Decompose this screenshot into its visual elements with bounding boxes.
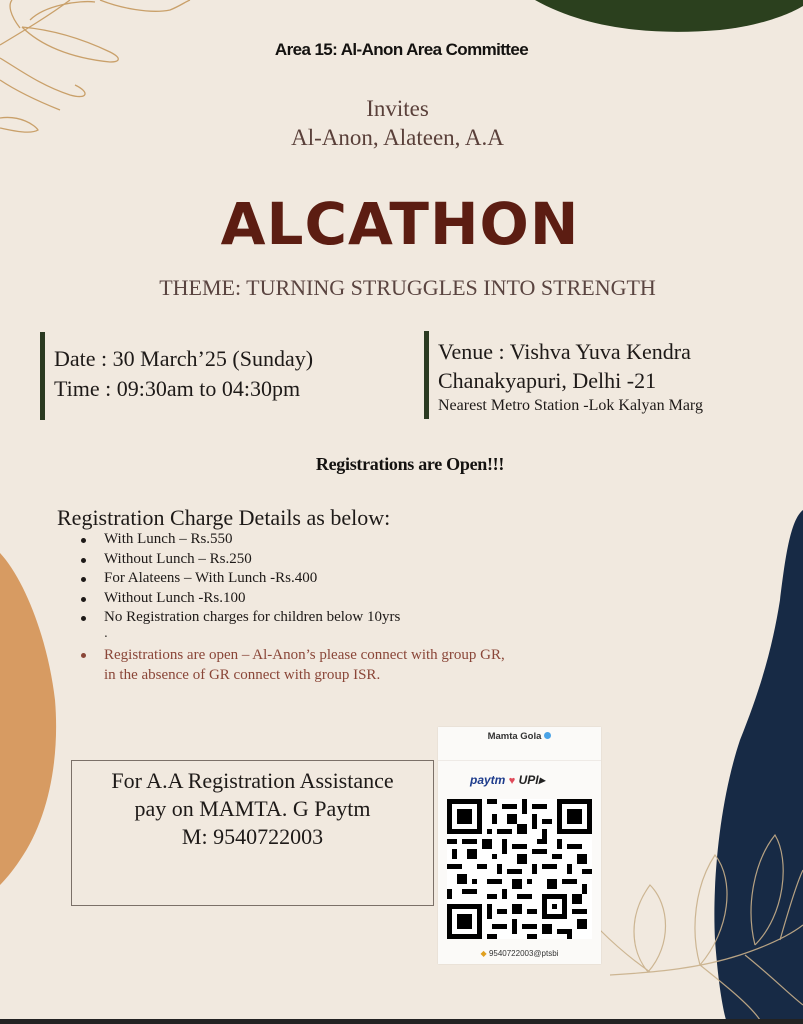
event-title: ALCATHON bbox=[220, 190, 580, 258]
note-item bbox=[78, 645, 505, 685]
upi-icon: ◆ bbox=[480, 949, 487, 958]
upi-logo-text: UPI▸ bbox=[518, 773, 545, 787]
assistance-line-2: pay on MAMTA. G Paytm bbox=[134, 796, 371, 821]
upi-id-row bbox=[438, 949, 601, 958]
charge-item: Without Lunch – Rs.250 bbox=[78, 550, 400, 570]
invites-label: Invites bbox=[366, 96, 429, 121]
navy-blob-shape bbox=[714, 510, 803, 1020]
paytm-logo-text: paytm bbox=[470, 773, 506, 787]
list-separator: . bbox=[104, 626, 108, 640]
event-theme: THEME: TURNING STRUGGLES INTO STRENGTH bbox=[159, 275, 656, 300]
charge-item: No Registration charges for children below 10yrs bbox=[78, 608, 400, 628]
event-date: Date : 30 March’25 (Sunday) bbox=[54, 346, 314, 371]
note-line-2: in the absence of GR connect with group ISR. bbox=[104, 667, 381, 683]
venue-metro: Nearest Metro Station -Lok Kalyan Marg bbox=[438, 397, 703, 414]
charge-item: For Alateens – With Lunch -Rs.400 bbox=[78, 569, 400, 589]
assistance-phone: M: 9540722003 bbox=[181, 824, 324, 849]
date-time-block bbox=[40, 332, 313, 420]
assistance-box bbox=[71, 760, 434, 906]
charges-list bbox=[78, 530, 400, 628]
orange-blob-shape bbox=[0, 553, 56, 885]
card-divider bbox=[438, 760, 601, 761]
payee-name: Mamta Gola bbox=[487, 731, 542, 742]
payee-name-row bbox=[438, 731, 601, 742]
invites-block bbox=[0, 94, 795, 152]
green-blob-shape bbox=[535, 0, 803, 32]
bottom-edge-bar bbox=[0, 1019, 803, 1024]
charges-heading: Registration Charge Details as below: bbox=[57, 505, 391, 530]
registration-note bbox=[78, 645, 505, 685]
payment-qr-card bbox=[438, 727, 601, 964]
event-time: Time : 09:30am to 04:30pm bbox=[54, 376, 301, 401]
heart-icon: ♥ bbox=[508, 775, 516, 787]
invited-groups: Al-Anon, Alateen, A.A bbox=[291, 125, 504, 150]
charge-item: With Lunch – Rs.550 bbox=[78, 530, 400, 550]
leaf-line-art-bottom-right bbox=[600, 835, 803, 1020]
venue-block bbox=[424, 331, 703, 419]
committee-heading: Area 15: Al-Anon Area Committee bbox=[274, 40, 529, 59]
registrations-open-banner: Registrations are Open!!! bbox=[315, 454, 505, 474]
assistance-line-1: For A.A Registration Assistance bbox=[111, 768, 394, 793]
venue-name: Venue : Vishva Yuva Kendra bbox=[438, 339, 691, 364]
paytm-upi-logo bbox=[470, 773, 545, 787]
charge-item: Without Lunch -Rs.100 bbox=[78, 589, 400, 609]
note-line-1: Registrations are open – Al-Anon’s please connect with group GR, bbox=[104, 647, 505, 663]
venue-address: Chanakyapuri, Delhi -21 bbox=[438, 368, 657, 393]
upi-id: 9540722003@ptsbi bbox=[488, 949, 559, 958]
qr-code-icon[interactable] bbox=[447, 799, 592, 939]
verified-badge-icon bbox=[544, 732, 551, 739]
